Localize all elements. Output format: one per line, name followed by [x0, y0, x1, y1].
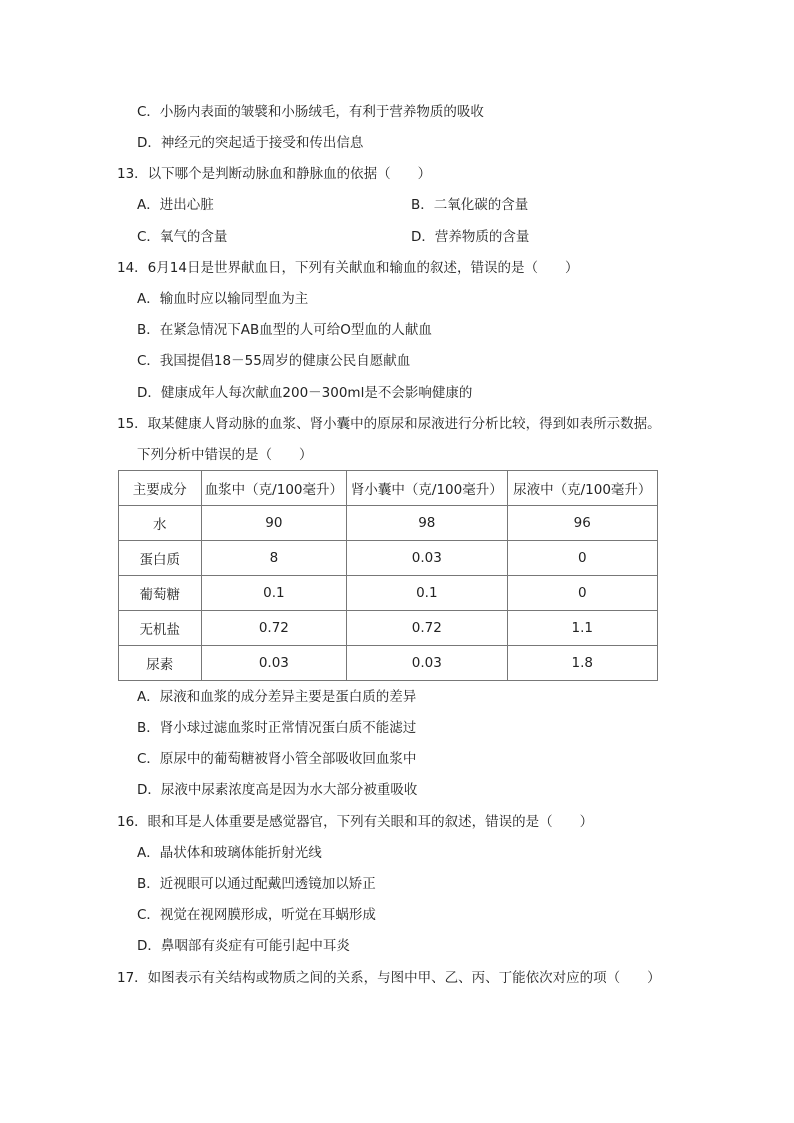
table-row — [119, 576, 658, 611]
table-cell: 无机盐 — [119, 611, 202, 646]
q16-option-b: B．近视眼可以通过配戴凹透镜加以矫正 — [137, 876, 376, 892]
table-cell: 1.8 — [507, 646, 657, 681]
q15-option-a: A．尿液和血浆的成分差异主要是蛋白质的差异 — [137, 689, 417, 705]
table-cell: 96 — [507, 506, 657, 541]
table-header-cell: 尿液中（克/100毫升） — [507, 471, 657, 506]
q15-option-c: C．原尿中的葡萄糖被肾小管全部吸收回血浆中 — [137, 751, 417, 767]
q17-stem: 17．如图表示有关结构或物质之间的关系，与图中甲、乙、丙、丁能依次对应的项（ ） — [117, 970, 661, 986]
q13-stem: 13．以下哪个是判断动脉血和静脉血的依据（ ） — [117, 166, 432, 182]
table-header-cell: 血浆中（克/100毫升） — [201, 471, 347, 506]
table-row — [119, 611, 658, 646]
table-cell: 98 — [347, 506, 507, 541]
q12-option-c: C．小肠内表面的皱襞和小肠绒毛，有利于营养物质的吸收 — [137, 104, 484, 120]
table-header-row — [119, 471, 658, 506]
q15-stem-line2: 下列分析中错误的是（ ） — [137, 447, 313, 463]
table-cell: 葡萄糖 — [119, 576, 202, 611]
q16-option-a: A．晶状体和玻璃体能折射光线 — [137, 845, 322, 861]
q13-option-b: B．二氧化碳的含量 — [411, 197, 529, 213]
q13-option-c: C．氧气的含量 — [137, 229, 228, 245]
table-cell: 0.03 — [347, 646, 507, 681]
table-header-cell: 肾小囊中（克/100毫升） — [347, 471, 507, 506]
table-cell: 0.03 — [347, 541, 507, 576]
q14-option-a: A．输血时应以输同型血为主 — [137, 291, 309, 307]
table-cell: 0 — [507, 541, 657, 576]
table-row — [119, 506, 658, 541]
q14-option-d: D．健康成年人每次献血200－300ml是不会影响健康的 — [137, 385, 473, 401]
table-cell: 0.1 — [201, 576, 347, 611]
table-cell: 尿素 — [119, 646, 202, 681]
table-row — [119, 541, 658, 576]
q14-stem: 14．6月14日是世界献血日，下列有关献血和输血的叙述，错误的是（ ） — [117, 260, 579, 276]
q16-option-d: D．鼻咽部有炎症有可能引起中耳炎 — [137, 938, 350, 954]
q14-option-b: B．在紧急情况下AB血型的人可给O型血的人献血 — [137, 322, 432, 338]
table-cell: 蛋白质 — [119, 541, 202, 576]
table-cell: 90 — [201, 506, 347, 541]
table-cell: 0.03 — [201, 646, 347, 681]
q15-data-table — [118, 470, 658, 681]
table-cell: 0.72 — [347, 611, 507, 646]
q13-option-d: D．营养物质的含量 — [411, 229, 530, 245]
q12-option-d: D．神经元的突起适于接受和传出信息 — [137, 135, 364, 151]
table-cell: 0 — [507, 576, 657, 611]
q16-stem: 16．眼和耳是人体重要是感觉器官，下列有关眼和耳的叙述，错误的是（ ） — [117, 814, 594, 830]
table-row — [119, 646, 658, 681]
q14-option-c: C．我国提倡18－55周岁的健康公民自愿献血 — [137, 353, 411, 369]
q15-stem-line1: 15．取某健康人肾动脉的血浆、肾小囊中的原尿和尿液进行分析比较，得到如表所示数据。 — [117, 416, 661, 432]
table-cell: 水 — [119, 506, 202, 541]
q15-option-b: B．肾小球过滤血浆时正常情况蛋白质不能滤过 — [137, 720, 417, 736]
table-cell: 0.72 — [201, 611, 347, 646]
table-cell: 0.1 — [347, 576, 507, 611]
q15-option-d: D．尿液中尿素浓度高是因为水大部分被重吸收 — [137, 782, 418, 798]
table-header-cell: 主要成分 — [119, 471, 202, 506]
q13-option-a: A．进出心脏 — [137, 197, 214, 213]
table-cell: 8 — [201, 541, 347, 576]
table-cell: 1.1 — [507, 611, 657, 646]
q16-option-c: C．视觉在视网膜形成，听觉在耳蜗形成 — [137, 907, 376, 923]
